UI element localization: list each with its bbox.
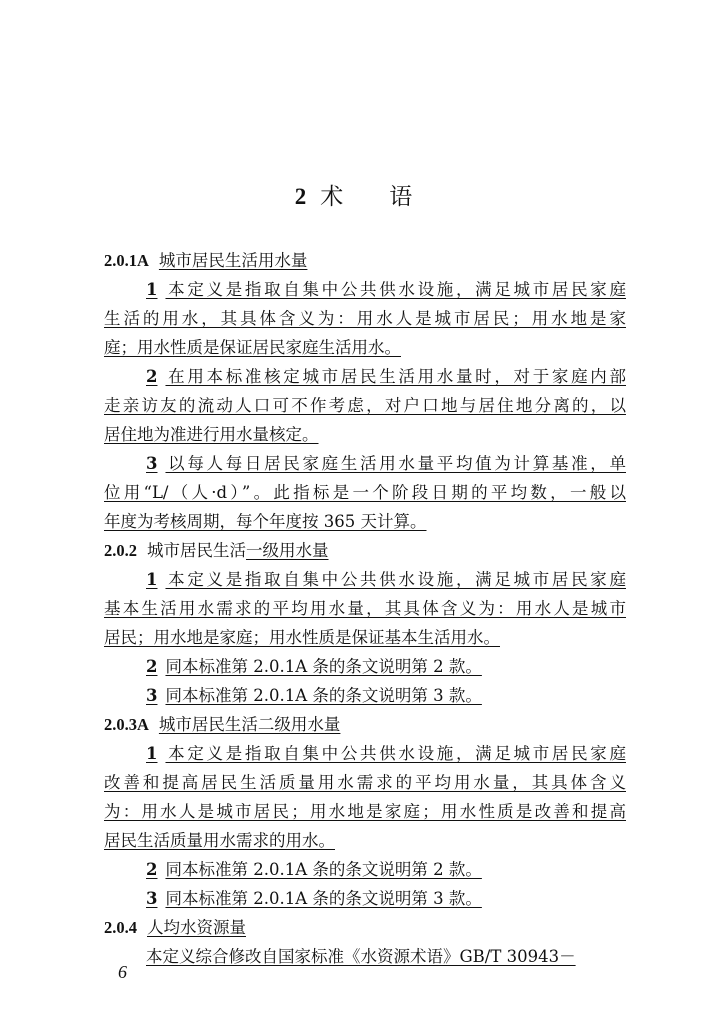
section-code: 2.0.4 xyxy=(104,918,137,937)
section-heading xyxy=(104,710,626,739)
item-number: 3 xyxy=(146,454,158,473)
chapter-title xyxy=(0,178,707,211)
paragraph-line xyxy=(104,739,626,768)
section-heading xyxy=(104,913,626,942)
paragraph-text: 居民生活质量用水需求的用水。 xyxy=(104,831,335,850)
item-number: 2 xyxy=(146,860,158,879)
body-text xyxy=(104,246,626,971)
item-number: 2 xyxy=(146,657,158,676)
section-title: 城市居民生活二级用水量 xyxy=(158,715,341,734)
section-title: 人均水资源量 xyxy=(147,918,246,937)
section-heading xyxy=(104,246,626,275)
item-number: 1 xyxy=(146,570,158,589)
paragraph-line xyxy=(104,449,626,478)
paragraph-line xyxy=(104,855,626,884)
paragraph-text: 本定义是指取自集中公共供水设施，满足城市居民家庭 xyxy=(165,280,626,299)
paragraph-line xyxy=(104,623,626,652)
paragraph-text: 本定义综合修改自国家标准《水资源术语》GB/T 30943－ xyxy=(146,947,576,966)
paragraph-text: 本定义是指取自集中公共供水设施，满足城市居民家庭 xyxy=(165,570,626,589)
paragraph-line xyxy=(104,304,626,333)
section-code: 2.0.2 xyxy=(104,541,137,560)
paragraph-text: 年度为考核周期，每个年度按 365 天计算。 xyxy=(104,512,427,531)
chapter-title-char-1: 术 xyxy=(320,184,344,210)
item-number: 2 xyxy=(146,367,158,386)
paragraph-text: 本定义是指取自集中公共供水设施，满足城市居民家庭 xyxy=(165,744,626,763)
paragraph-line xyxy=(104,333,626,362)
paragraph-text: 生活的用水，其具体含义为：用水人是城市居民；用水地是家 xyxy=(104,309,626,328)
paragraph-text: 以每人每日居民家庭生活用水量平均值为计算基准，单 xyxy=(165,454,626,473)
paragraph-text: 在用本标准核定城市居民生活用水量时，对于家庭内部 xyxy=(165,367,626,386)
paragraph-line xyxy=(104,681,626,710)
paragraph-text: 同本标准第 2.0.1A 条的条文说明第 2 款。 xyxy=(165,657,482,676)
chapter-title-char-2: 语 xyxy=(389,184,413,210)
paragraph-text: 基本生活用水需求的平均用水量，其具体含义为：用水人是城市 xyxy=(104,599,626,618)
paragraph-line xyxy=(104,507,626,536)
paragraph-line xyxy=(104,594,626,623)
paragraph-text: 庭；用水性质是保证居民家庭生活用水。 xyxy=(104,338,401,357)
paragraph-line xyxy=(104,275,626,304)
paragraph-text: 居住地为准进行用水量核定。 xyxy=(104,425,319,444)
paragraph-line xyxy=(104,652,626,681)
paragraph-line xyxy=(104,768,626,797)
item-number: 3 xyxy=(146,889,158,908)
paragraph-text: 居民；用水地是家庭；用水性质是保证基本生活用水。 xyxy=(104,628,500,647)
paragraph-line xyxy=(104,478,626,507)
section-code: 2.0.3A xyxy=(104,715,149,734)
section-code: 2.0.1A xyxy=(104,251,149,270)
paragraph-line xyxy=(104,797,626,826)
paragraph-text: 位用“L/（人·d）”。此指标是一个阶段日期的平均数，一般以 xyxy=(104,483,626,502)
section-title-prefix: 城市居民生活 xyxy=(147,541,246,560)
paragraph-text: 改善和提高居民生活质量用水需求的平均用水量，其具体含义 xyxy=(104,773,626,792)
paragraph-text: 为：用水人是城市居民；用水地是家庭；用水性质是改善和提高 xyxy=(104,802,626,821)
paragraph-line xyxy=(104,362,626,391)
chapter-number: 2 xyxy=(294,184,307,209)
section-heading xyxy=(104,536,626,565)
paragraph-text: 同本标准第 2.0.1A 条的条文说明第 2 款。 xyxy=(165,860,482,879)
paragraph-line xyxy=(104,942,626,971)
paragraph-line xyxy=(104,391,626,420)
page-number: 6 xyxy=(118,962,127,982)
paragraph-line xyxy=(104,565,626,594)
paragraph-text: 同本标准第 2.0.1A 条的条文说明第 3 款。 xyxy=(165,889,482,908)
item-number: 3 xyxy=(146,686,158,705)
item-number: 1 xyxy=(146,744,158,763)
item-number: 1 xyxy=(146,280,158,299)
section-title-underlined: 一级用水量 xyxy=(246,541,329,560)
paragraph-text: 同本标准第 2.0.1A 条的条文说明第 3 款。 xyxy=(165,686,482,705)
paragraph-line xyxy=(104,826,626,855)
paragraph-text: 走亲访友的流动人口可不作考虑，对户口地与居住地分离的，以 xyxy=(104,396,626,415)
section-title: 城市居民生活用水量 xyxy=(158,251,308,270)
paragraph-line xyxy=(104,884,626,913)
paragraph-line xyxy=(104,420,626,449)
